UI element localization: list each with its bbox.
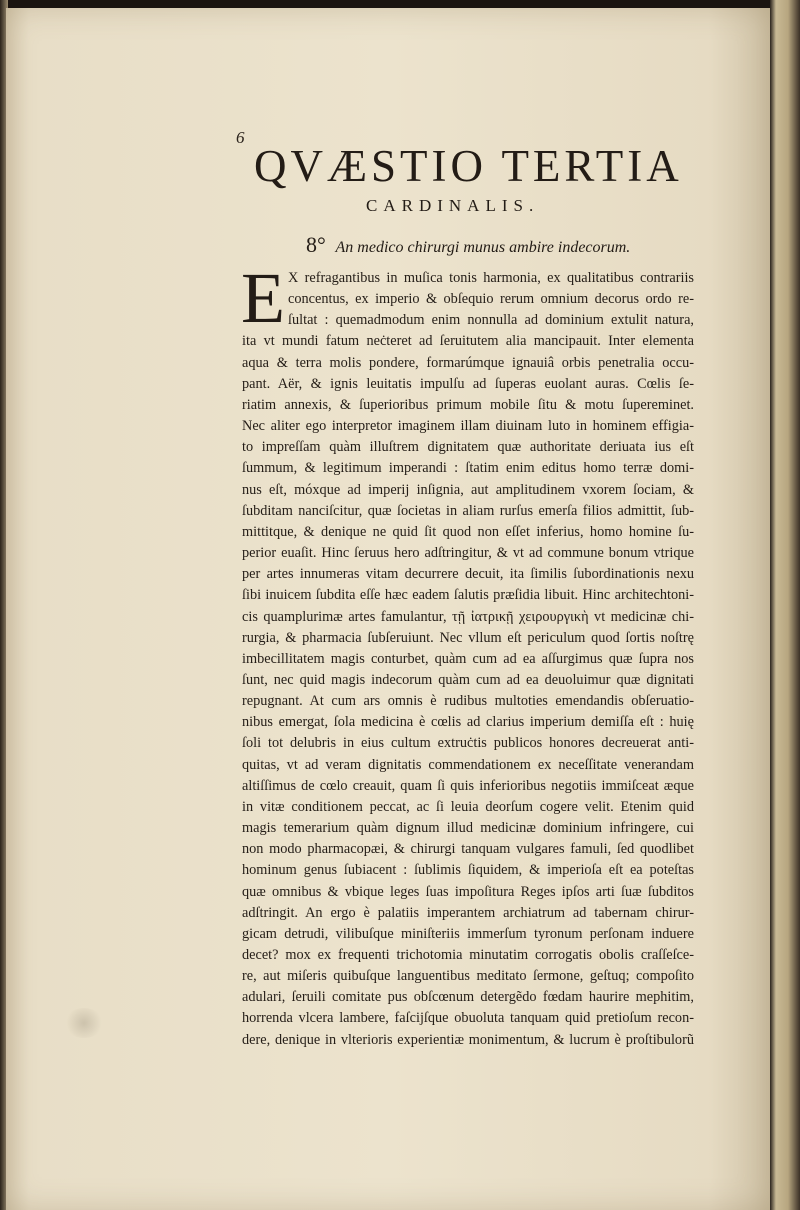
page-subtitle: CARDINALIS. bbox=[366, 196, 540, 215]
text-line: adulari, ſeruili comitate pus obſcœnum detergẽdo fœdam haurire mephitim, bbox=[242, 989, 694, 1006]
text-line: riatim annexis, & ſuperioribus primum mobile ſitu & motu ſupereminet. bbox=[242, 396, 694, 413]
text-line: magis temerarium quàm dignum illud medicinæ dominium infringere, cui bbox=[242, 820, 694, 837]
text-line: in vitæ conditionem peccat, ac ſi leuia deorſum cogere velit. Etenim quid bbox=[242, 798, 694, 815]
text-line: decet? mox ex frequenti trichotomia minutatim corrogatis obolis craſſeſce- bbox=[242, 947, 694, 963]
text-line: quæ omnibus & vbique leges ſuas impoſitura Reges ipſos arti ſuæ ſubditos bbox=[242, 883, 694, 900]
text-line: altiſſimus de cœlo creauit, quam ſi quis inferioribus negotiis immiſceat æque bbox=[242, 777, 694, 794]
body-text bbox=[241, 258, 694, 1051]
text-line: X refragantibus in muſica tonis harmonia, ex qualitatibus contrariis bbox=[288, 270, 694, 286]
text-line: cis quamplurimæ artes famulantur, τῇ ἰατρικῇ χειρουργικὴ vt medicinæ chi- bbox=[242, 608, 694, 625]
question-number: 8° bbox=[306, 232, 326, 257]
text-line: ſoli tot delubris in eius cultum extruċtis publicos honores decreuerat anti- bbox=[242, 735, 694, 752]
text-line: imbecillitatem magis conturbet, quàm cum ad ea aſſurgimus quæ ſupra nos bbox=[242, 650, 694, 667]
text-line: adſtringit. An ergo è palatiis imperantem archiatrum ad tabernam chirur- bbox=[242, 904, 694, 921]
text-line: Nec aliter ego interpretor imaginem illam diuinam luto in hominem effigia- bbox=[242, 418, 694, 435]
text-line: gicam detrudi, vilibuſque miniſteriis immerſum tyronum perſonam induere bbox=[242, 925, 694, 942]
text-line: hominum genus ſubiacent : ſublimis ſiquidem, & imperioſa eſt ea poteſtas bbox=[242, 862, 694, 879]
text-line: ſubditam nanciſcitur, quæ ſocietas in aliam rurſus emerſa filios admittit, ſub- bbox=[242, 502, 694, 519]
page-number: 6 bbox=[236, 128, 245, 147]
text-line: to impreſſam quàm illuſtrem dignitatem quæ authoritate deriuata ius eſt bbox=[242, 439, 694, 456]
text-line: rurgia, & pharmacia ſubſeruiunt. Nec vllum eſt periculum quod ſortis noſtrę bbox=[242, 629, 694, 646]
text-line: ita vt mundi fatum neċteret ad ſeruitutem alia mancipauit. Inter elementa bbox=[242, 333, 694, 350]
question-text: An medico chirurgi munus ambire indecorum. bbox=[335, 239, 631, 256]
text-line: per artes innumeras vitam decurrere decuit, ita ſimilis ſubordinationis nexu bbox=[242, 566, 694, 583]
text-line: aqua & terra molis pondere, formarúmque ignauiâ orbis penetralia occu- bbox=[242, 354, 694, 371]
text-line: ſunt, nec quid magis indecorum quàm cum ad ea deuoluimur quæ dignitati bbox=[242, 671, 694, 688]
question-heading bbox=[306, 232, 630, 258]
text-line: nibus emergat, ſola medicina è cœlis ad clarius imperium demiſſa eſt : huię bbox=[242, 714, 694, 731]
page-title: QVÆSTIO TERTIA bbox=[254, 141, 683, 191]
text-line: non modo pharmacopæi, & chirurgi tanquam vulgares famuli, ſed quodlibet bbox=[242, 841, 694, 858]
text-line: repugnant. At cum ars omnis è rudibus multoties emendandis obſeruatio- bbox=[242, 693, 694, 710]
paper-stain bbox=[64, 1008, 104, 1038]
text-line: concentus, ex imperio & obſequio rerum omnium decorus ordo re- bbox=[288, 291, 694, 308]
text-line: ſummum, & legitimum imperandi : ſtatim enim editus homo terræ domi- bbox=[242, 460, 694, 477]
page-edge-right bbox=[770, 0, 800, 1210]
text-line: quitas, vt ad veram dignitatis commendationem ex neceſſitate venerandam bbox=[242, 756, 694, 773]
text-line: ſultat : quemadmodum enim nonnulla ad dominium extulit natura, bbox=[288, 312, 694, 329]
text-line: re, aut miſeris quibuſque languentibus meditato ſermone, geſtuq; compoſito bbox=[242, 968, 694, 985]
text-line: horrenda vlcera lambere, faſcijſque obuoluta tanquam quid pretioſum recon- bbox=[242, 1010, 694, 1027]
text-line: pant. Aër, & ignis leuitatis impulſu ad ſuperas euolant auras. Cœlis ſe- bbox=[242, 375, 694, 392]
text-line: ſibi inuicem ſubdita eſſe hæc eadem ſalutis præſidia libuit. Hinc architechtoni- bbox=[242, 587, 694, 604]
text-line: nus eſt, móxque ad imperij inſignia, aut amplitudinem vxorem ſociam, & bbox=[242, 481, 694, 498]
text-line: perior euaſit. Hinc ſeruus hero adſtringitur, & vt ad commune bonum vtrique bbox=[242, 545, 694, 562]
text-line: mittitque, & denique ne quid ſit quod non eſſet inferius, homo homine ſu- bbox=[242, 523, 694, 540]
text-line: dere, denique in vlterioris experientiæ monimentum, & lucrum è proſtibulorũ bbox=[242, 1031, 694, 1048]
drop-cap: E bbox=[241, 258, 285, 338]
